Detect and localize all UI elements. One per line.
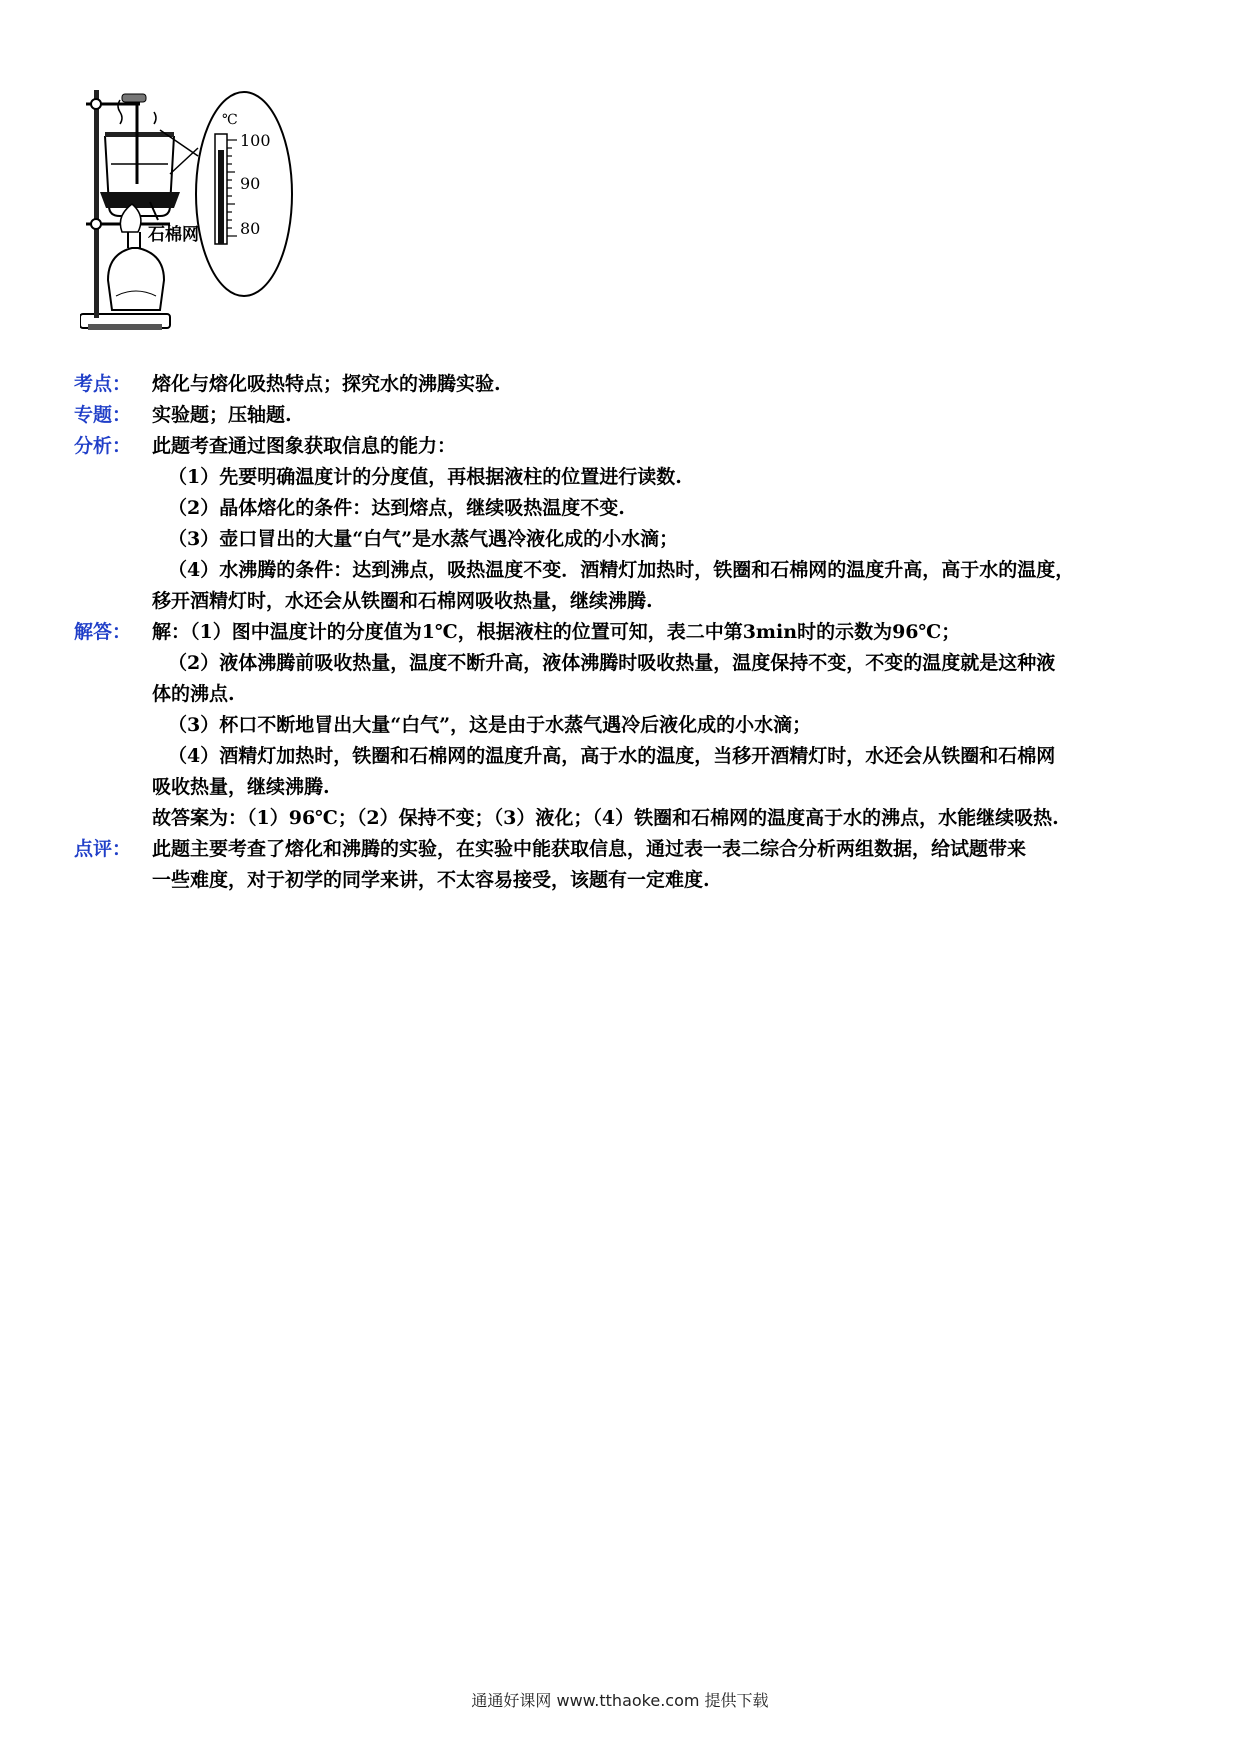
dianping-line: 一些难度，对于初学的同学来讲，不太容易接受，该题有一定难度.: [152, 869, 710, 891]
jieda-line: 解：（1）图中温度计的分度值为1℃，根据液柱的位置可知，表二中第3min时的示数为96℃；: [152, 621, 961, 643]
fenxi-line: （2）晶体熔化的条件：达到熔点，继续吸热温度不变.: [168, 497, 625, 519]
scale-label-80: 80: [240, 219, 261, 238]
zhuanti-label: 专题：: [74, 404, 132, 426]
jieda-line: （2）液体沸腾前吸收热量，温度不断升高，液体沸腾时吸收热量，温度保持不变，不变的温度就是这种液: [168, 652, 1056, 674]
section-dianping: [74, 834, 1174, 896]
section-zhuanti: [74, 400, 1174, 431]
fenxi-line: （4）水沸腾的条件：达到沸点，吸热温度不变．酒精灯加热时，铁圈和石棉网的温度升高，高于水的温度，: [168, 559, 1075, 581]
dianping-line: 此题主要考查了熔化和沸腾的实验，在实验中能获取信息，通过表一表二综合分析两组数据，给试题带来: [152, 838, 1027, 860]
zhuanti-text: 实验题；压轴题.: [152, 404, 292, 426]
jieda-line: （4）酒精灯加热时，铁圈和石棉网的温度升高，高于水的温度，当移开酒精灯时，水还会从铁圈和石棉网: [168, 745, 1056, 767]
fenxi-line: （1）先要明确温度计的分度值，再根据液柱的位置进行读数.: [168, 466, 682, 488]
boiling-experiment-figure: [80, 84, 330, 334]
section-jieda: [74, 617, 1174, 834]
dianping-label: 点评：: [74, 838, 132, 860]
scale-label-100: 100: [240, 131, 271, 150]
jieda-line: 体的沸点.: [152, 683, 235, 705]
jieda-answer: 故答案为：（1）96℃；（2）保持不变；（3）液化；（4）铁圈和石棉网的温度高于水的沸点，水能继续吸热.: [152, 807, 1059, 829]
jieda-line: 吸收热量，继续沸腾.: [152, 776, 330, 798]
kaodian-text: 熔化与熔化吸热特点；探究水的沸腾实验.: [152, 373, 501, 395]
section-fenxi: [74, 431, 1174, 617]
jieda-line: （3）杯口不断地冒出大量“白气”，这是由于水蒸气遇冷后液化成的小水滴；: [168, 714, 812, 736]
fenxi-line: 移开酒精灯时，水还会从铁圈和石棉网吸收热量，继续沸腾.: [152, 590, 653, 612]
fenxi-label: 分析：: [74, 435, 132, 457]
scale-label-90: 90: [240, 174, 261, 193]
gauze-label: 石棉网: [148, 225, 199, 245]
fenxi-intro: 此题考查通过图象获取信息的能力：: [152, 435, 457, 457]
fenxi-line: （3）壶口冒出的大量“白气”是水蒸气遇冷液化成的小水滴；: [168, 528, 679, 550]
page-footer: 通通好课网 www.tthaoke.com 提供下载: [471, 1691, 769, 1710]
kaodian-label: 考点：: [74, 373, 132, 395]
jieda-label: 解答：: [74, 621, 132, 643]
thermometer-unit: ℃: [222, 112, 238, 128]
section-kaodian: [74, 369, 1174, 400]
